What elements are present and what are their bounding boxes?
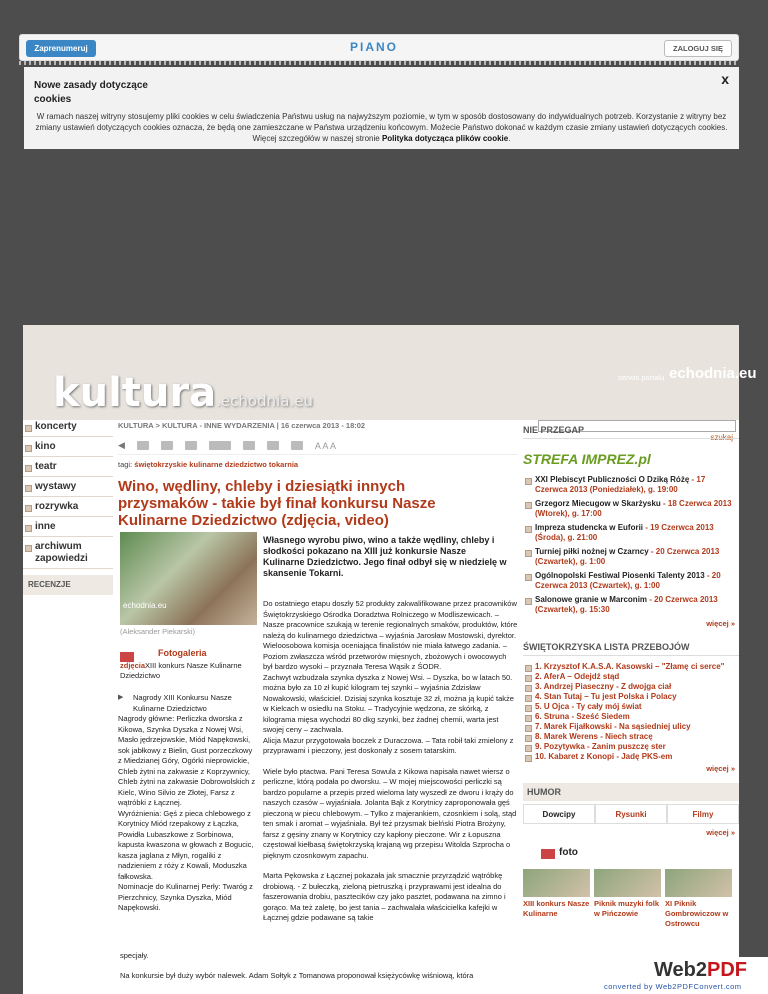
foto-item[interactable]: [523, 869, 590, 929]
cookie-text-end: .: [508, 134, 511, 143]
more-chart-link[interactable]: więcej »: [706, 764, 735, 773]
humor-tabs: [523, 804, 739, 824]
site-logo[interactable]: [53, 370, 313, 416]
event-item[interactable]: [523, 499, 739, 519]
paragraph: Wiele było ptactwa. Pani Teresa Sowula z Kikowa napisała nawet wiersz o perliczne, którą podała po dworsku. – W mojej miejscowości perliczki są bardzo popularne a przepis przed wieloma laty wyszedł ze dworu i krąży do naszych czasów – wyjaśniała. Jolanta Bąk z Korytnicy zaproponowała gęś pieczoną w piecu chlebowym. – Tylko z majerankiem, czosnkiem i solą, stąd ten smak i aromat – wyjaśniała. Był też przysmak bielński Piotra Brożyny, farsz z gęsiny znany w Korytnicy czy kapłony pieczone. Wir z Łopuszna częstował kiełbasą świętokrzyską krajaną wg przepisu Witolda Szprocha o pięknym czosnkowym zapachu.: [263, 766, 517, 860]
portal-logo[interactable]: echodnia.eu: [669, 365, 757, 382]
tags-line: [118, 460, 518, 478]
paragraph: Zachwyt wzbudzała szynka dyszka z Nowej Wsi. – Dyszka, bo w latach 50. można było za 10 zł kupić kilogram tej szynki – wyjaśnia Zdzisław Nowakowski, właściciel. Dzisiaj szynka kosztuje 32 zł, można ją kupić także w Kielcach w osiedlu na Stoku. – Tradycyjnie wędzona, ze skórką, z kilograma mięsa wychodzi 80 dkg szynki, bez żadnej chemii, warta jest swojej ceny – zachwala.: [263, 672, 514, 734]
chart-item[interactable]: 4. Stan Tutaj – Tu jest Polska i Polacy: [523, 692, 739, 702]
paragraph: Do ostatniego etapu doszły 52 produkty zakwalifikowane przez pracowników Świętokrzyskiego Ośrodka Doradztwa Rolniczego w Modliszewicach. – Nasze pracownice szukają w terenie regionalnych smaków, produktów, które należą do kulinarnego dziedzictwa – wyjaśnia Jarosław Mostowski, dyrektor. Wieloosobowa komisja oceniająca finalistów nie miała łatwego zadania. – Poziom zwłaszcza wśród przetworów mięsnych, zbożowych i owocowych był bardzo wysoki – przyznała Teresa Wąsik z ŚODR.: [263, 599, 518, 671]
tags-link[interactable]: świętokrzyskie kulinarne dziedzictwo tokarnia: [134, 460, 299, 469]
piano-logo: PIANO: [350, 40, 399, 54]
chart-item[interactable]: 1. Krzysztof K.A.S.A. Kasowski – "Złamę ci serce": [523, 662, 739, 672]
event-title: Ogólnopolski Festiwal Piosenki Talenty 2013: [535, 571, 705, 580]
piano-bar: [19, 34, 739, 61]
event-date: - 20 Czerwca 2013 (Czwartek), g. 15:30: [535, 595, 718, 614]
email-icon[interactable]: [161, 441, 173, 450]
foto-thumb[interactable]: [665, 869, 732, 897]
logo-main: kultura: [53, 370, 217, 416]
login-button[interactable]: ZALOGUJ SIĘ: [664, 40, 732, 57]
logo-domain: .echodnia.eu: [216, 392, 313, 410]
event-item[interactable]: [523, 547, 739, 567]
nie-przegap-header: NIE PRZEGAP: [523, 421, 739, 439]
sidebar-item-koncerty[interactable]: koncerty: [23, 417, 113, 437]
web2pdf-logo-a: Web2: [654, 959, 707, 981]
right-column: [523, 421, 739, 929]
photo-watermark: echodnia.eu: [123, 601, 167, 610]
web2pdf-logo: [654, 959, 747, 982]
gallery-prefix: zdjęcia: [120, 661, 146, 670]
piano-overlay: [0, 0, 768, 325]
site: [23, 325, 757, 994]
event-title: Salonowe granie w Marconim: [535, 595, 648, 604]
distinctions-text: Wyróżnienia: Gęś z pieca chlebowego z Korytnicy Miód rzepakowy z Łączka, Powidła Lubaszkowe z Sorbinowa, kapusta kwaszona w głowach z Bogucic, kasza jaglana z Młyn, rogaliki z nadzieniem z róży z Kowali, Moduszka fałkowska.: [118, 808, 254, 881]
sidebar-item-rozrywka[interactable]: rozrywka: [23, 497, 113, 517]
event-date: - 19 Czerwca 2013 (Środa), g. 21:00: [535, 523, 714, 542]
foto-header: foto: [523, 847, 739, 863]
web2pdf-logo-b: PDF: [706, 959, 747, 981]
nominations-text: Nominacje do Kulinarnej Perły: Twaróg z Pierzchnicy, Szynka Dyszka, Miód Napękowski.: [118, 882, 253, 912]
strefa-imprez-logo[interactable]: STREFA IMPREZ.pl: [523, 451, 651, 467]
foto-title[interactable]: Piknik muzyki folk w Pińczowie: [594, 899, 660, 918]
back-icon[interactable]: ◀: [118, 440, 125, 450]
rss-icon[interactable]: [209, 441, 231, 450]
more-events-link[interactable]: więcej »: [706, 619, 735, 628]
article-photo[interactable]: [120, 532, 257, 625]
cookie-policy-link[interactable]: Polityka dotycząca plików cookie: [381, 134, 509, 143]
search-button[interactable]: szukaj: [710, 433, 733, 442]
subscribe-button[interactable]: Zaprenumeruj: [26, 40, 96, 57]
event-date: - 20 Czerwca 2013 (Czwartek), g. 1:00: [535, 571, 721, 590]
event-item[interactable]: [523, 595, 739, 615]
sidebar-item-teatr[interactable]: teatr: [23, 457, 113, 477]
paragraph: Alicja Mazur przygotowała boczek z Duraczowa. – Tata robił taki zmielony z przyprawami i pieczony, jest doskonały z sosem tatarskim.: [263, 735, 514, 755]
tags-label: tagi:: [118, 460, 133, 469]
comment-icon[interactable]: [185, 441, 197, 450]
prizes-head: ▶ Nagrody XIII Konkursu Nasze Kulinarne Dziedzictwo: [118, 693, 258, 714]
sidebar-item-inne[interactable]: inne: [23, 517, 113, 537]
sidebar-item-kino[interactable]: kino: [23, 437, 113, 457]
paragraph: Marta Pękowska z Łącznej pokazała jak smacznie przyrządzić wątróbkę drobiową. - Z bułeczką, zieloną pietruszką i przyprawami jest idealna do faszerowania drobiu, pasztecików czy jako pasztet, podawana na zimno i gorąco. Ma też zaletę, bo jest tania – zachwalała właścicielka kafejki w Łącznej gdzie podawane są takie: [263, 871, 506, 922]
sidebar-item-wystawy[interactable]: wystawy: [23, 477, 113, 497]
chart-item[interactable]: 10. Kabaret z Konopi - Jadę PKS-em: [523, 752, 739, 762]
event-date: - 20 Czerwca 2013 (Czwartek), g. 1:00: [535, 547, 720, 566]
paragraph-end: specjały.: [120, 951, 149, 960]
event-date: - 18 Czerwca 2013 (Wtorek), g. 17:00: [535, 499, 732, 518]
article-title: Wino, wędliny, chleby i dziesiątki innych przysmaków - takie był finał konkursu Nasze Kulinarne Dziedzictwo (zdjęcia, video): [118, 478, 436, 529]
foto-thumb[interactable]: [594, 869, 661, 897]
chart-item[interactable]: 9. Pozytywka - Zanim puszczę ster: [523, 742, 739, 752]
web2pdf-url[interactable]: converted by Web2PDFConvert.com: [604, 982, 742, 991]
prizes-text: Nagrody główne: Perliczka dworska z Kikowa, Szynka Dyszka z Nowej Wsi, Masło jędrzejowskie, Miód Napękowski, sok jabłkowy z Bielin, Gust porzeczkowy z Miedzianej Góry, Ogórki nieprowickie, Chleb żytni na zakwasie z Koprzywnicy, Chleb żytni na zakwasie Dobrowolskich z Kielc, Wino Silvio ze Złotej, Farsz z wątróbki z Łącznej.: [118, 714, 256, 807]
gallery-link-text: XIII konkurs Nasze Kulinarne Dziedzictwo: [120, 661, 242, 680]
sidebar-recenzje-header: RECENZJE: [23, 575, 113, 595]
event-title: XXI Plebiscyt Publiczności O Dziką Różę: [535, 475, 690, 484]
tab-filmy[interactable]: Filmy: [667, 804, 739, 824]
event-title: Grzegorz Miecugow w Skarżysku: [535, 499, 661, 508]
gallery-label: Fotogaleria: [158, 648, 207, 658]
foto-title[interactable]: XI Piknik Gombrowiczow w Ostrowcu: [665, 899, 729, 928]
article-toolbar: [118, 437, 518, 455]
foto-list: [523, 869, 739, 929]
print-icon[interactable]: [137, 441, 149, 450]
prizes-box: [118, 693, 258, 914]
dotted-divider: [19, 61, 739, 65]
chart-header: ŚWIĘTOKRZYSKA LISTA PRZEBOJÓW: [523, 638, 739, 656]
cookie-notice: [24, 67, 739, 149]
chart-item[interactable]: 6. Struna - Sześć Siedem: [523, 712, 739, 722]
font-size-icon[interactable]: A A A: [314, 440, 336, 451]
cookie-title: Nowe zasady dotyczące cookies: [34, 80, 148, 105]
event-date: - 17 Czerwca 2013 (Poniedziałek), g. 19:00: [535, 475, 706, 494]
share-icon[interactable]: [243, 441, 255, 450]
foto-thumb[interactable]: [523, 869, 590, 897]
foto-item[interactable]: [594, 869, 661, 929]
foto-title[interactable]: XIII konkurs Nasze Kulinarne: [523, 899, 590, 918]
close-icon[interactable]: x: [721, 71, 729, 87]
chart-item[interactable]: 2. AferA – Odejdź stąd: [523, 672, 739, 682]
event-title: Impreza studencka w Euforii: [535, 523, 644, 532]
humor-header: HUMOR: [523, 783, 739, 801]
sidebar-item-archiwum[interactable]: archiwum zapowiedzi: [23, 537, 113, 569]
paragraph: Na konkursie był duży wybór nalewek. Adam Sołtyk z Tomanowa proponował księżycówkę wiśniową, która: [120, 971, 474, 980]
event-item[interactable]: [523, 571, 739, 591]
article: [118, 421, 518, 980]
tab-rysunki[interactable]: Rysunki: [595, 804, 667, 824]
web2pdf-badge[interactable]: [602, 957, 768, 994]
google-icon[interactable]: [291, 441, 303, 450]
photo-caption: (Aleksander Piekarski): [120, 627, 196, 636]
bookmark-icon[interactable]: [267, 441, 279, 450]
cookie-text: [30, 111, 733, 144]
sidebar: [23, 417, 113, 595]
chart-item[interactable]: 8. Marek Werens - Niech stracę: [523, 732, 739, 742]
article-body: [263, 599, 518, 934]
article-lead: Własnego wyrobu piwo, wino a także wędliny, chleby i słodkości pokazano na XIII już konkursie Nasze Kulinarne Dziedzictwo. Jego finał odbył się w niedzielę w skansenie Tokarni.: [263, 535, 507, 578]
tab-dowcipy[interactable]: Dowcipy: [523, 804, 595, 824]
cookie-text-body: W ramach naszej witryny stosujemy pliki cookies w celu świadczenia Państwu usług na najwyższym poziomie, w tym w sposób dostosowany do indywidualnych potrzeb. Korzystanie z witryny bez zmiany ustawień dotyczących cookies oznacza, że będą one zamieszczane w Państwa urządzeniu końcowym. Możecie Państwo dokonać w każdym czasie zmiany ustawień dotyczących cookies. Więcej szczegółów w naszej stronie: [35, 112, 728, 143]
site-header: [23, 325, 757, 420]
gallery-link[interactable]: [120, 661, 257, 681]
breadcrumb[interactable]: KULTURA > KULTURA - INNE WYDARZENIA | 16 czerwca 2013 - 18:02: [118, 421, 366, 430]
more-humor-link[interactable]: więcej »: [706, 828, 735, 837]
foto-item[interactable]: [665, 869, 732, 929]
chart-item[interactable]: 5. U Ojca - Ty cały mój świat: [523, 702, 739, 712]
event-item[interactable]: [523, 475, 739, 495]
event-item[interactable]: [523, 523, 739, 543]
portal-label: serwis portalu: [618, 373, 665, 382]
chart-item[interactable]: 3. Andrzej Piaseczny - Z dwojga ciał: [523, 682, 739, 692]
chart-item[interactable]: 7. Marek Fijałkowski - Na sąsiedniej ulicy: [523, 722, 739, 732]
event-title: Turniej piłki nożnej w Czarncy: [535, 547, 649, 556]
